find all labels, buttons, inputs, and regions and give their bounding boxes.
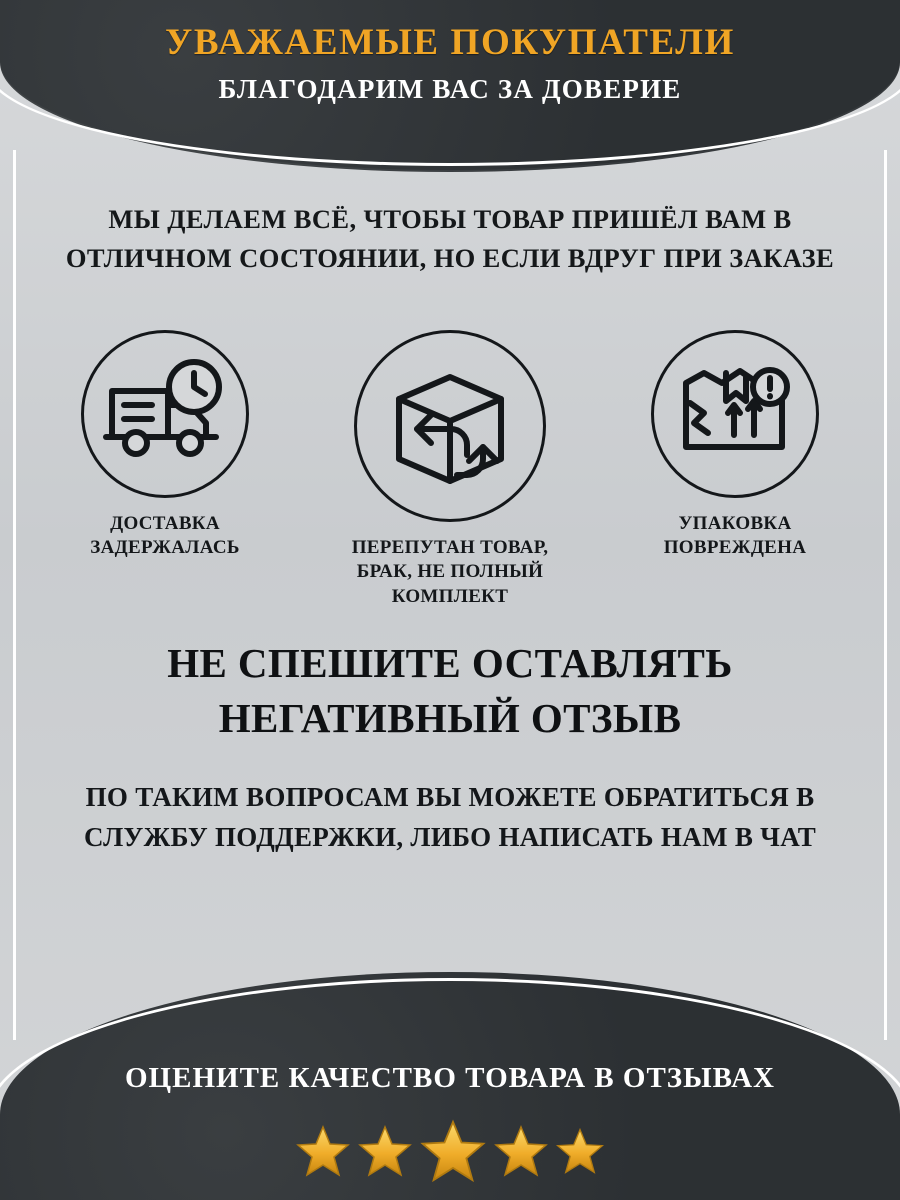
- headline-text: НЕ СПЕШИТЕ ОСТАВЛЯТЬ НЕГАТИВНЫЙ ОТЗЫВ: [167, 640, 733, 742]
- footer-content: [0, 1060, 900, 1200]
- star-icon: [555, 1126, 605, 1176]
- damaged-package-icon: [651, 330, 819, 498]
- support-text: ПО ТАКИМ ВОПРОСАМ ВЫ МОЖЕТЕ ОБРАТИТЬСЯ В СЛУЖБУ ПОДДЕРЖКИ, ЛИБО НАПИСАТЬ НАМ В ЧАТ: [83, 782, 817, 852]
- issue-caption-delivery-delayed: ДОСТАВКА ЗАДЕРЖАЛАСЬ: [90, 513, 240, 559]
- header-title: УВАЖАЕМЫЕ ПОКУПАТЕЛИ: [165, 22, 735, 63]
- star-icon: [419, 1117, 487, 1185]
- footer-title: ОЦЕНИТЕ КАЧЕСТВО ТОВАРА В ОТЗЫВАХ: [125, 1062, 775, 1095]
- star-icon: [493, 1123, 549, 1179]
- issue-item-wrong-item: [325, 330, 575, 609]
- issue-item-delivery-delayed: [40, 330, 290, 561]
- issue-caption-wrong-item: ПЕРЕПУТАН ТОВАР, БРАК, НЕ ПОЛНЫЙ КОМПЛЕКТ: [351, 537, 549, 607]
- star-icon: [357, 1123, 413, 1179]
- header-subtitle: БЛАГОДАРИМ ВАС ЗА ДОВЕРИЕ: [218, 73, 682, 104]
- issue-icons-row: [40, 330, 860, 609]
- delivery-truck-clock-icon: [81, 330, 249, 498]
- header-content: [0, 0, 900, 106]
- left-rail-divider: [13, 150, 16, 1040]
- rating-stars: [0, 1116, 900, 1186]
- right-rail-divider: [884, 150, 887, 1040]
- intro-text: МЫ ДЕЛАЕМ ВСЁ, ЧТОБЫ ТОВАР ПРИШЁЛ ВАМ В ОТЛИЧНОМ СОСТОЯНИИ, НО ЕСЛИ ВДРУГ ПРИ ЗАКАЗЕ: [65, 204, 835, 274]
- star-icon: [295, 1123, 351, 1179]
- box-return-arrow-icon: [354, 330, 546, 522]
- issue-item-damaged-package: [610, 330, 860, 561]
- issue-caption-damaged-package: УПАКОВКА ПОВРЕЖДЕНА: [663, 513, 807, 559]
